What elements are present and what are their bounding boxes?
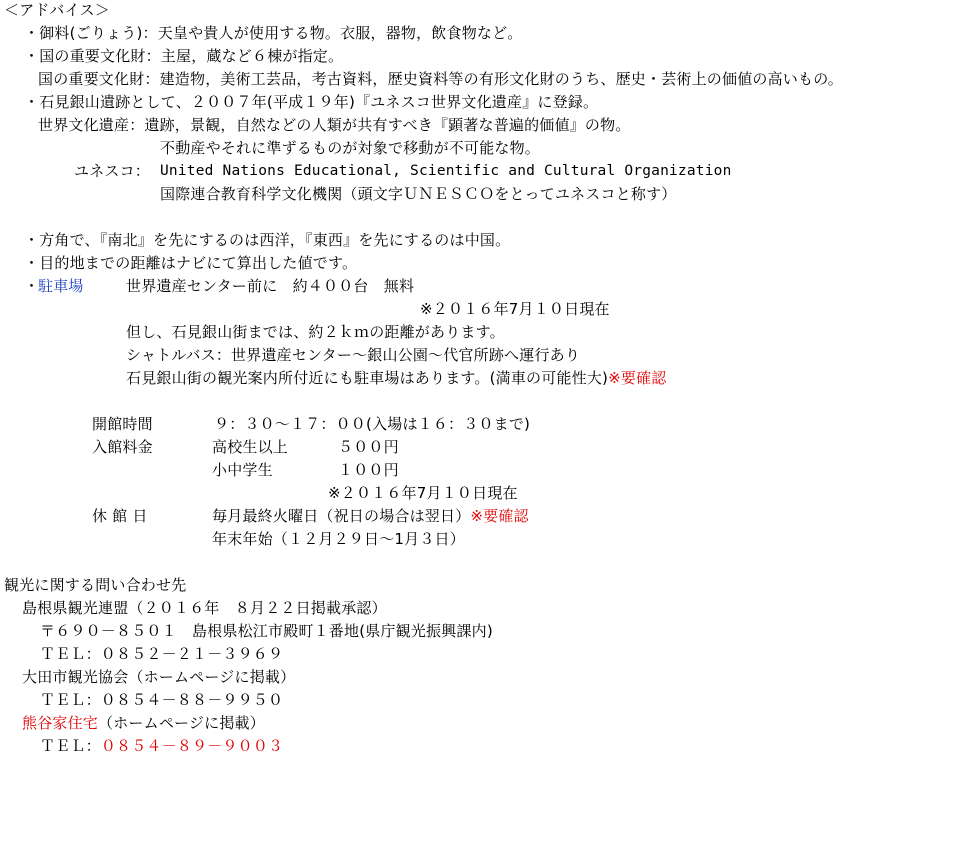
advice-goryo: ・御料(ごりょう)：天皇や貴人が使用する物。衣服，器物，飲食物など。 [24, 24, 523, 42]
advice-bunkazai: ・国の重要文化財：主屋，蔵など６棟が指定。 [24, 47, 344, 65]
contact-org3-tel-label: ＴＥＬ： [40, 737, 101, 755]
closed-new-year: 年末年始（１２月２９日～1月３日） [212, 530, 465, 548]
hours-value: ９：３０～１７：００(入場は１６：３０まで) [214, 415, 531, 433]
contact-org2-tel: ＴＥＬ：０８５４－８８－９９５０ [40, 691, 284, 709]
advice-iseki: ・石見銀山遺跡として、２００７年(平成１９年)『ユネスコ世界文化遺産』に登録。 [24, 93, 599, 111]
contact-org3-tel [40, 736, 283, 756]
parking-extra-text: 石見銀山街の観光案内所付近にも駐車場はあります。(満車の可能性大) [126, 369, 609, 387]
contact-org1-name: 島根県観光連盟（２０１６年 ８月２２日掲載承認） [22, 599, 387, 617]
advice-world-heritage-note: 不動産やそれに準ずるものが対象で移動が不可能な物。 [160, 139, 541, 157]
fee-child-value: １００円 [338, 461, 399, 479]
contact-org3-tel-value: ０８５４－８９－９００３ [100, 737, 284, 755]
closed-label: 休 館 日 [92, 507, 148, 525]
advice-unesco-english: United Nations Educational, Scientific and Cultural Organization [160, 163, 732, 179]
contact-org3 [22, 713, 265, 733]
advice-world-heritage: 世界文化遺産：遺跡，景観，自然などの人類が共有すべき『顕著な普遍的価値』の物。 [38, 116, 631, 134]
fee-high-label: 高校生以上 [212, 438, 289, 456]
advice-distance: ・目的地までの距離はナビにて算出した値です。 [24, 254, 358, 272]
closed-confirm-note: ※要確認 [470, 507, 529, 525]
closed-value [212, 506, 529, 526]
contact-heading: 観光に関する問い合わせ先 [4, 576, 187, 594]
advice-bunkazai-definition: 国の重要文化財：建造物，美術工芸品，考古資料，歴史資料等の有形文化財のうち、歴史・芸術上の価値の高いもの。 [38, 70, 844, 88]
contact-org3-name: 熊谷家住宅 [22, 714, 99, 732]
fee-high-value: ５００円 [338, 438, 399, 456]
parking-as-of: ※２０１６年7月１０日現在 [420, 300, 610, 318]
parking-label: 駐車場 [38, 277, 84, 295]
fee-label: 入館料金 [92, 438, 153, 456]
parking-extra [126, 368, 666, 388]
contact-org1-tel: ＴＥＬ：０８５２－２１－３９６９ [40, 645, 284, 663]
advice-direction: ・方角で、『南北』を先にするのは西洋，『東西』を先にするのは中国。 [24, 231, 511, 249]
advice-unesco-japanese: 国際連合教育科学文化機関（頭文字ＵＮＥＳＣＯをとってユネスコと称す） [160, 185, 677, 203]
parking-capacity: 世界遺産センター前に 約４００台 無料 [126, 277, 415, 295]
parking-bullet: ・ [24, 277, 40, 295]
parking-shuttle: シャトルバス：世界遺産センター～銀山公園～代官所跡へ運行あり [126, 346, 581, 364]
parking-distance: 但し、石見銀山街までは、約２ｋｍの距離があります。 [126, 323, 505, 341]
fee-as-of: ※２０１６年7月１０日現在 [328, 484, 518, 502]
contact-org1-address: 〒６９０－８５０１ 島根県松江市殿町１番地(県庁観光振興課内) [40, 622, 493, 640]
contact-org3-note: （ホームページに掲載） [98, 714, 265, 732]
fee-child-label: 小中学生 [212, 461, 273, 479]
closed-value-text: 毎月最終火曜日（祝日の場合は翌日） [212, 507, 471, 525]
contact-org2-name: 大田市観光協会（ホームページに掲載） [22, 668, 296, 686]
advice-heading: ＜アドバイス＞ [4, 1, 110, 19]
hours-label: 開館時間 [92, 415, 153, 433]
parking-confirm-note: ※要確認 [608, 369, 667, 387]
advice-unesco-label: ユネスコ： [74, 162, 151, 180]
